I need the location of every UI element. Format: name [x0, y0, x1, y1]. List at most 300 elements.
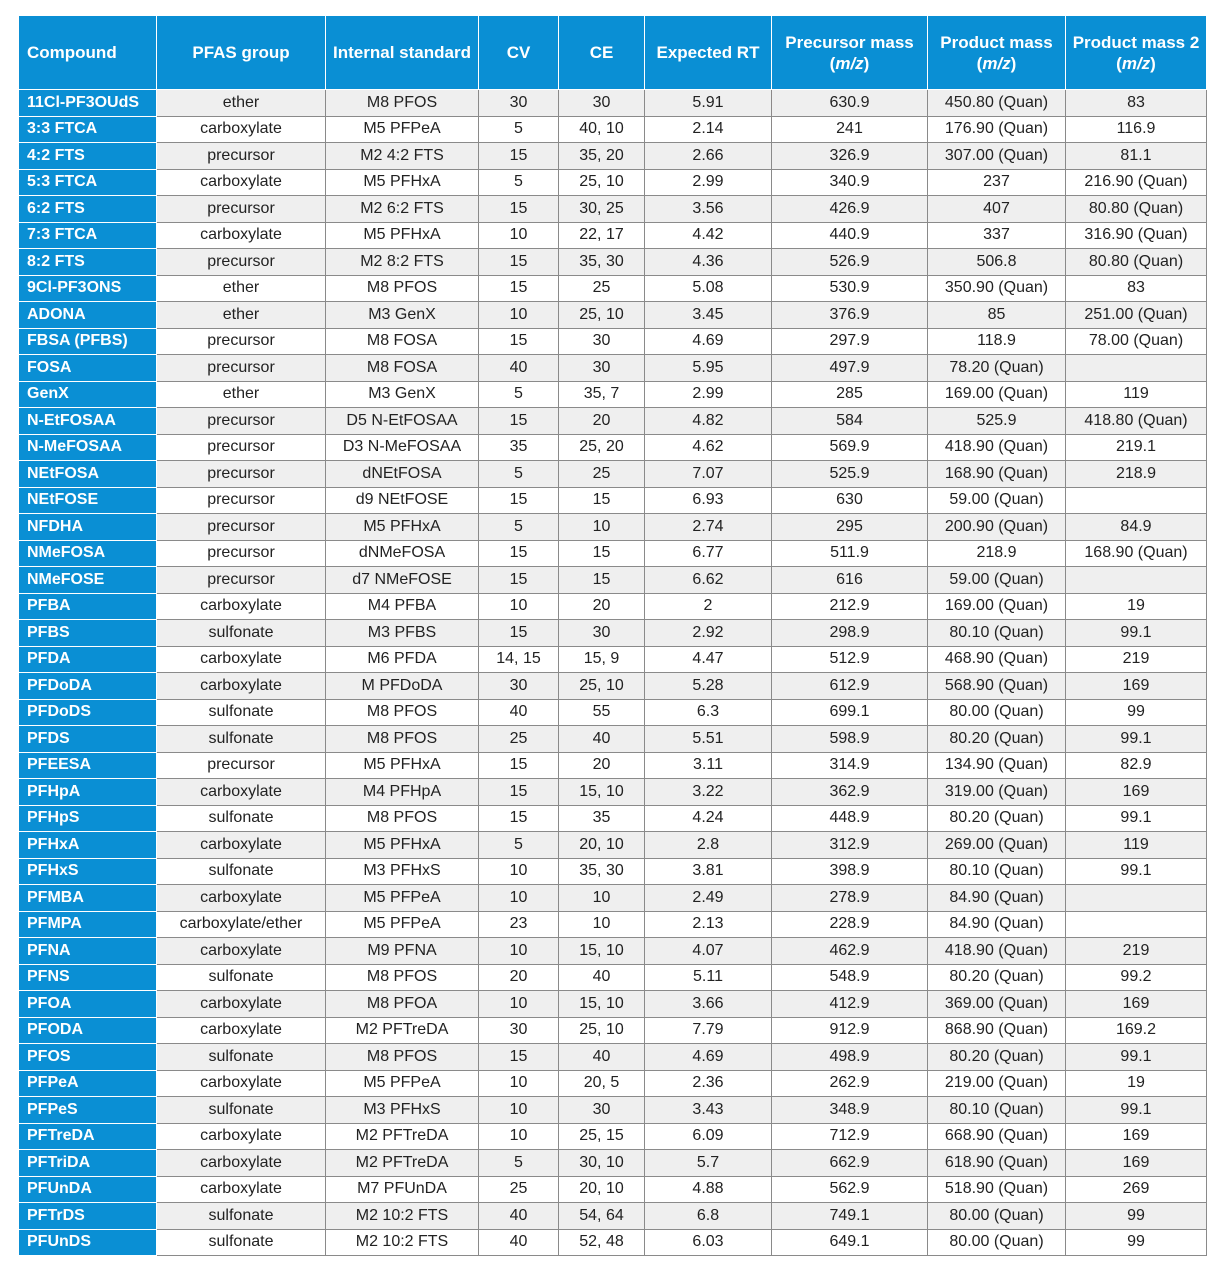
table-row [19, 408, 1207, 435]
pfas-group-cell: ether [157, 275, 326, 302]
ce-cell: 10 [559, 885, 645, 912]
ce-cell: 40, 10 [559, 116, 645, 143]
ce-cell: 25, 10 [559, 302, 645, 329]
precursor-mass-cell: 630.9 [772, 90, 928, 117]
compound-cell: PFNA [19, 938, 157, 965]
ce-cell: 30 [559, 355, 645, 382]
compound-cell: NFDHA [19, 514, 157, 541]
product-mass-cell: 219.00 (Quan) [928, 1070, 1066, 1097]
pfas-group-cell: ether [157, 302, 326, 329]
product-mass-cell: 337 [928, 222, 1066, 249]
precursor-mass-cell: 584 [772, 408, 928, 435]
ce-cell: 15, 10 [559, 938, 645, 965]
expected-rt-cell: 4.88 [645, 1176, 772, 1203]
expected-rt-cell: 3.11 [645, 752, 772, 779]
internal-standard-cell: M8 PFOS [326, 1044, 479, 1071]
product-mass-2-cell: 251.00 (Quan) [1066, 302, 1207, 329]
table-row [19, 249, 1207, 276]
internal-standard-cell: M8 FOSA [326, 328, 479, 355]
expected-rt-cell: 2.99 [645, 169, 772, 196]
ce-cell: 35, 7 [559, 381, 645, 408]
pfas-group-cell: carboxylate [157, 1150, 326, 1177]
cv-cell: 25 [479, 1176, 559, 1203]
internal-standard-cell: M3 GenX [326, 381, 479, 408]
header-cv: CV [479, 16, 559, 90]
expected-rt-cell: 4.62 [645, 434, 772, 461]
precursor-mass-cell: 297.9 [772, 328, 928, 355]
product-mass-cell: 218.9 [928, 540, 1066, 567]
precursor-mass-cell: 295 [772, 514, 928, 541]
internal-standard-cell: M5 PFPeA [326, 911, 479, 938]
table-row [19, 116, 1207, 143]
product-mass-cell: 169.00 (Quan) [928, 381, 1066, 408]
pfas-group-cell: ether [157, 381, 326, 408]
product-mass-2-cell: 116.9 [1066, 116, 1207, 143]
product-mass-cell: 319.00 (Quan) [928, 779, 1066, 806]
product-mass-cell: 618.90 (Quan) [928, 1150, 1066, 1177]
precursor-mass-cell: 376.9 [772, 302, 928, 329]
product-mass-2-cell [1066, 487, 1207, 514]
product-mass-2-cell: 83 [1066, 275, 1207, 302]
product-mass-2-cell: 99.1 [1066, 858, 1207, 885]
pfas-group-cell: precursor [157, 540, 326, 567]
compound-cell: PFPeS [19, 1097, 157, 1124]
product-mass-2-cell: 169 [1066, 673, 1207, 700]
table-row [19, 673, 1207, 700]
precursor-mass-cell: 285 [772, 381, 928, 408]
cv-cell: 10 [479, 222, 559, 249]
product-mass-cell: 168.90 (Quan) [928, 461, 1066, 488]
table-row [19, 1150, 1207, 1177]
product-mass-cell: 350.90 (Quan) [928, 275, 1066, 302]
product-mass-cell: 525.9 [928, 408, 1066, 435]
product-mass-cell: 518.90 (Quan) [928, 1176, 1066, 1203]
internal-standard-cell: M3 GenX [326, 302, 479, 329]
header-product-mass-2-label: Product mass 2 [1072, 32, 1200, 52]
compound-cell: N-EtFOSAA [19, 408, 157, 435]
product-mass-cell: 118.9 [928, 328, 1066, 355]
expected-rt-cell: 5.7 [645, 1150, 772, 1177]
product-mass-2-cell: 216.90 (Quan) [1066, 169, 1207, 196]
product-mass-2-cell: 81.1 [1066, 143, 1207, 170]
product-mass-cell: 80.10 (Quan) [928, 1097, 1066, 1124]
compound-cell: 11Cl-PF3OUdS [19, 90, 157, 117]
cv-cell: 15 [479, 408, 559, 435]
product-mass-cell: 80.00 (Quan) [928, 699, 1066, 726]
cv-cell: 40 [479, 355, 559, 382]
internal-standard-cell: dNEtFOSA [326, 461, 479, 488]
ce-cell: 15, 10 [559, 779, 645, 806]
cv-cell: 10 [479, 1070, 559, 1097]
product-mass-2-cell: 84.9 [1066, 514, 1207, 541]
compound-cell: ADONA [19, 302, 157, 329]
cv-cell: 15 [479, 620, 559, 647]
pfas-group-cell: carboxylate [157, 1176, 326, 1203]
compound-cell: PFMBA [19, 885, 157, 912]
table-row [19, 487, 1207, 514]
product-mass-cell: 80.10 (Quan) [928, 858, 1066, 885]
table-row [19, 1203, 1207, 1230]
compound-cell: PFTreDA [19, 1123, 157, 1150]
expected-rt-cell: 4.82 [645, 408, 772, 435]
ce-cell: 25, 10 [559, 169, 645, 196]
product-mass-cell: 450.80 (Quan) [928, 90, 1066, 117]
compound-cell: PFOS [19, 1044, 157, 1071]
cv-cell: 15 [479, 143, 559, 170]
ce-cell: 20, 10 [559, 832, 645, 859]
ce-cell: 30 [559, 328, 645, 355]
cv-cell: 40 [479, 699, 559, 726]
table-row [19, 938, 1207, 965]
product-mass-cell: 269.00 (Quan) [928, 832, 1066, 859]
header-expected-rt: Expected RT [645, 16, 772, 90]
cv-cell: 15 [479, 196, 559, 223]
precursor-mass-cell: 278.9 [772, 885, 928, 912]
product-mass-2-cell: 119 [1066, 381, 1207, 408]
table-row [19, 1070, 1207, 1097]
expected-rt-cell: 6.09 [645, 1123, 772, 1150]
cv-cell: 15 [479, 1044, 559, 1071]
pfas-group-cell: carboxylate [157, 1070, 326, 1097]
pfas-group-cell: carboxylate [157, 885, 326, 912]
precursor-mass-cell: 362.9 [772, 779, 928, 806]
header-product-mass-label: Product mass [940, 32, 1053, 52]
cv-cell: 15 [479, 567, 559, 594]
table-row [19, 302, 1207, 329]
ce-cell: 30, 10 [559, 1150, 645, 1177]
ce-cell: 15, 9 [559, 646, 645, 673]
product-mass-2-cell: 219.1 [1066, 434, 1207, 461]
compound-cell: PFHpA [19, 779, 157, 806]
table-row [19, 1044, 1207, 1071]
compound-cell: PFDS [19, 726, 157, 753]
product-mass-2-cell: 169.2 [1066, 1017, 1207, 1044]
internal-standard-cell: M2 10:2 FTS [326, 1229, 479, 1256]
cv-cell: 15 [479, 752, 559, 779]
cv-cell: 15 [479, 779, 559, 806]
internal-standard-cell: M9 PFNA [326, 938, 479, 965]
precursor-mass-cell: 426.9 [772, 196, 928, 223]
internal-standard-cell: M2 10:2 FTS [326, 1203, 479, 1230]
header-product-mass-unit: (m/z) [976, 53, 1017, 73]
internal-standard-cell: M PFDoDA [326, 673, 479, 700]
pfas-group-cell: precursor [157, 567, 326, 594]
internal-standard-cell: M8 PFOS [326, 726, 479, 753]
internal-standard-cell: M8 PFOS [326, 275, 479, 302]
pfas-group-cell: sulfonate [157, 1097, 326, 1124]
header-internal-standard: Internal standard [326, 16, 479, 90]
precursor-mass-cell: 749.1 [772, 1203, 928, 1230]
ce-cell: 22, 17 [559, 222, 645, 249]
cv-cell: 10 [479, 302, 559, 329]
precursor-mass-cell: 530.9 [772, 275, 928, 302]
product-mass-cell: 176.90 (Quan) [928, 116, 1066, 143]
pfas-group-cell: carboxylate [157, 673, 326, 700]
precursor-mass-cell: 525.9 [772, 461, 928, 488]
product-mass-cell: 407 [928, 196, 1066, 223]
table-row [19, 1176, 1207, 1203]
product-mass-cell: 200.90 (Quan) [928, 514, 1066, 541]
cv-cell: 5 [479, 169, 559, 196]
ce-cell: 25 [559, 461, 645, 488]
precursor-mass-cell: 498.9 [772, 1044, 928, 1071]
precursor-mass-cell: 228.9 [772, 911, 928, 938]
compound-cell: 7:3 FTCA [19, 222, 157, 249]
cv-cell: 5 [479, 116, 559, 143]
precursor-mass-cell: 526.9 [772, 249, 928, 276]
cv-cell: 15 [479, 540, 559, 567]
cv-cell: 5 [479, 832, 559, 859]
precursor-mass-cell: 548.9 [772, 964, 928, 991]
internal-standard-cell: M8 PFOS [326, 805, 479, 832]
precursor-mass-cell: 569.9 [772, 434, 928, 461]
compound-cell: 4:2 FTS [19, 143, 157, 170]
internal-standard-cell: M3 PFHxS [326, 1097, 479, 1124]
ce-cell: 40 [559, 964, 645, 991]
ce-cell: 20 [559, 593, 645, 620]
expected-rt-cell: 3.56 [645, 196, 772, 223]
precursor-mass-cell: 212.9 [772, 593, 928, 620]
product-mass-cell: 468.90 (Quan) [928, 646, 1066, 673]
cv-cell: 10 [479, 1123, 559, 1150]
ce-cell: 30 [559, 620, 645, 647]
ce-cell: 30 [559, 90, 645, 117]
table-row [19, 1229, 1207, 1256]
cv-cell: 23 [479, 911, 559, 938]
internal-standard-cell: d9 NEtFOSE [326, 487, 479, 514]
cv-cell: 15 [479, 487, 559, 514]
table-row [19, 143, 1207, 170]
compound-cell: PFDoDA [19, 673, 157, 700]
product-mass-2-cell: 219 [1066, 938, 1207, 965]
product-mass-cell: 868.90 (Quan) [928, 1017, 1066, 1044]
expected-rt-cell: 6.62 [645, 567, 772, 594]
pfas-group-cell: precursor [157, 143, 326, 170]
header-row [19, 16, 1207, 90]
expected-rt-cell: 4.69 [645, 328, 772, 355]
compound-cell: PFEESA [19, 752, 157, 779]
expected-rt-cell: 6.3 [645, 699, 772, 726]
expected-rt-cell: 5.28 [645, 673, 772, 700]
product-mass-cell: 568.90 (Quan) [928, 673, 1066, 700]
expected-rt-cell: 5.91 [645, 90, 772, 117]
internal-standard-cell: M2 PFTreDA [326, 1150, 479, 1177]
header-precursor-mass [772, 16, 928, 90]
table-row [19, 779, 1207, 806]
compound-cell: N-MeFOSAA [19, 434, 157, 461]
ce-cell: 52, 48 [559, 1229, 645, 1256]
pfas-group-cell: sulfonate [157, 620, 326, 647]
precursor-mass-cell: 649.1 [772, 1229, 928, 1256]
pfas-group-cell: precursor [157, 461, 326, 488]
precursor-mass-cell: 512.9 [772, 646, 928, 673]
internal-standard-cell: M5 PFHxA [326, 514, 479, 541]
expected-rt-cell: 2.8 [645, 832, 772, 859]
cv-cell: 10 [479, 858, 559, 885]
precursor-mass-cell: 630 [772, 487, 928, 514]
product-mass-2-cell: 169 [1066, 991, 1207, 1018]
internal-standard-cell: d7 NMeFOSE [326, 567, 479, 594]
product-mass-cell: 85 [928, 302, 1066, 329]
compound-cell: PFHxS [19, 858, 157, 885]
product-mass-2-cell [1066, 567, 1207, 594]
expected-rt-cell: 2.99 [645, 381, 772, 408]
pfas-group-cell: precursor [157, 514, 326, 541]
precursor-mass-cell: 612.9 [772, 673, 928, 700]
header-ce: CE [559, 16, 645, 90]
ce-cell: 25, 15 [559, 1123, 645, 1150]
ce-cell: 40 [559, 1044, 645, 1071]
pfas-group-cell: ether [157, 90, 326, 117]
ce-cell: 40 [559, 726, 645, 753]
expected-rt-cell: 2 [645, 593, 772, 620]
pfas-group-cell: precursor [157, 752, 326, 779]
expected-rt-cell: 3.43 [645, 1097, 772, 1124]
precursor-mass-cell: 598.9 [772, 726, 928, 753]
internal-standard-cell: M8 PFOS [326, 964, 479, 991]
compound-cell: PFDA [19, 646, 157, 673]
compound-cell: PFUnDA [19, 1176, 157, 1203]
product-mass-2-cell [1066, 911, 1207, 938]
compound-cell: PFNS [19, 964, 157, 991]
compound-cell: PFBS [19, 620, 157, 647]
product-mass-2-cell: 99.2 [1066, 964, 1207, 991]
table-row [19, 620, 1207, 647]
product-mass-2-cell: 169 [1066, 779, 1207, 806]
expected-rt-cell: 4.47 [645, 646, 772, 673]
pfas-group-cell: carboxylate/ether [157, 911, 326, 938]
expected-rt-cell: 4.36 [645, 249, 772, 276]
precursor-mass-cell: 497.9 [772, 355, 928, 382]
internal-standard-cell: M4 PFBA [326, 593, 479, 620]
internal-standard-cell: M5 PFHxA [326, 752, 479, 779]
pfas-group-cell: carboxylate [157, 779, 326, 806]
ce-cell: 30 [559, 1097, 645, 1124]
product-mass-2-cell: 269 [1066, 1176, 1207, 1203]
cv-cell: 10 [479, 593, 559, 620]
table-body [19, 90, 1207, 1256]
product-mass-cell: 237 [928, 169, 1066, 196]
compound-cell: PFBA [19, 593, 157, 620]
product-mass-2-cell: 80.80 (Quan) [1066, 249, 1207, 276]
header-pfas-group: PFAS group [157, 16, 326, 90]
compound-cell: 6:2 FTS [19, 196, 157, 223]
product-mass-cell: 506.8 [928, 249, 1066, 276]
compound-cell: PFOA [19, 991, 157, 1018]
header-product-mass-2 [1066, 16, 1207, 90]
table-row [19, 911, 1207, 938]
cv-cell: 10 [479, 991, 559, 1018]
compound-cell: PFHpS [19, 805, 157, 832]
cv-cell: 30 [479, 673, 559, 700]
product-mass-2-cell: 99.1 [1066, 1044, 1207, 1071]
expected-rt-cell: 6.8 [645, 1203, 772, 1230]
expected-rt-cell: 3.22 [645, 779, 772, 806]
product-mass-cell: 59.00 (Quan) [928, 567, 1066, 594]
table-row [19, 885, 1207, 912]
ce-cell: 15 [559, 540, 645, 567]
precursor-mass-cell: 699.1 [772, 699, 928, 726]
expected-rt-cell: 2.14 [645, 116, 772, 143]
precursor-mass-cell: 262.9 [772, 1070, 928, 1097]
expected-rt-cell: 5.95 [645, 355, 772, 382]
product-mass-cell: 668.90 (Quan) [928, 1123, 1066, 1150]
product-mass-2-cell: 169 [1066, 1150, 1207, 1177]
cv-cell: 30 [479, 90, 559, 117]
product-mass-2-cell: 80.80 (Quan) [1066, 196, 1207, 223]
table-row [19, 328, 1207, 355]
product-mass-cell: 80.10 (Quan) [928, 620, 1066, 647]
cv-cell: 35 [479, 434, 559, 461]
table-row [19, 699, 1207, 726]
ce-cell: 10 [559, 514, 645, 541]
compound-cell: PFDoDS [19, 699, 157, 726]
compound-cell: PFUnDS [19, 1229, 157, 1256]
product-mass-2-cell: 82.9 [1066, 752, 1207, 779]
internal-standard-cell: M5 PFPeA [326, 885, 479, 912]
header-product-mass [928, 16, 1066, 90]
precursor-mass-cell: 912.9 [772, 1017, 928, 1044]
compound-cell: NMeFOSA [19, 540, 157, 567]
cv-cell: 15 [479, 249, 559, 276]
product-mass-2-cell: 99.1 [1066, 620, 1207, 647]
expected-rt-cell: 4.24 [645, 805, 772, 832]
ce-cell: 25, 20 [559, 434, 645, 461]
table-row [19, 381, 1207, 408]
compound-cell: PFTrDS [19, 1203, 157, 1230]
expected-rt-cell: 4.69 [645, 1044, 772, 1071]
pfas-group-cell: carboxylate [157, 991, 326, 1018]
header-precursor-mass-unit: (m/z) [829, 53, 870, 73]
product-mass-2-cell: 169 [1066, 1123, 1207, 1150]
ce-cell: 25 [559, 275, 645, 302]
pfas-group-cell: sulfonate [157, 964, 326, 991]
expected-rt-cell: 2.92 [645, 620, 772, 647]
compound-cell: 3:3 FTCA [19, 116, 157, 143]
precursor-mass-cell: 440.9 [772, 222, 928, 249]
pfas-group-cell: carboxylate [157, 116, 326, 143]
product-mass-2-cell: 99 [1066, 699, 1207, 726]
table-row [19, 355, 1207, 382]
cv-cell: 30 [479, 1017, 559, 1044]
ce-cell: 25, 10 [559, 673, 645, 700]
cv-cell: 5 [479, 1150, 559, 1177]
precursor-mass-cell: 712.9 [772, 1123, 928, 1150]
pfas-group-cell: precursor [157, 249, 326, 276]
cv-cell: 5 [479, 514, 559, 541]
ce-cell: 35 [559, 805, 645, 832]
ce-cell: 55 [559, 699, 645, 726]
compound-cell: 5:3 FTCA [19, 169, 157, 196]
compound-cell: NMeFOSE [19, 567, 157, 594]
compound-cell: NEtFOSE [19, 487, 157, 514]
precursor-mass-cell: 314.9 [772, 752, 928, 779]
pfas-table-container [18, 15, 1206, 1256]
table-row [19, 275, 1207, 302]
pfas-compound-table [18, 15, 1207, 1256]
product-mass-2-cell: 83 [1066, 90, 1207, 117]
product-mass-2-cell: 19 [1066, 593, 1207, 620]
precursor-mass-cell: 340.9 [772, 169, 928, 196]
internal-standard-cell: dNMeFOSA [326, 540, 479, 567]
compound-cell: GenX [19, 381, 157, 408]
precursor-mass-cell: 241 [772, 116, 928, 143]
expected-rt-cell: 7.79 [645, 1017, 772, 1044]
internal-standard-cell: M5 PFHxA [326, 222, 479, 249]
product-mass-2-cell: 19 [1066, 1070, 1207, 1097]
internal-standard-cell: M2 PFTreDA [326, 1123, 479, 1150]
internal-standard-cell: D3 N-MeFOSAA [326, 434, 479, 461]
